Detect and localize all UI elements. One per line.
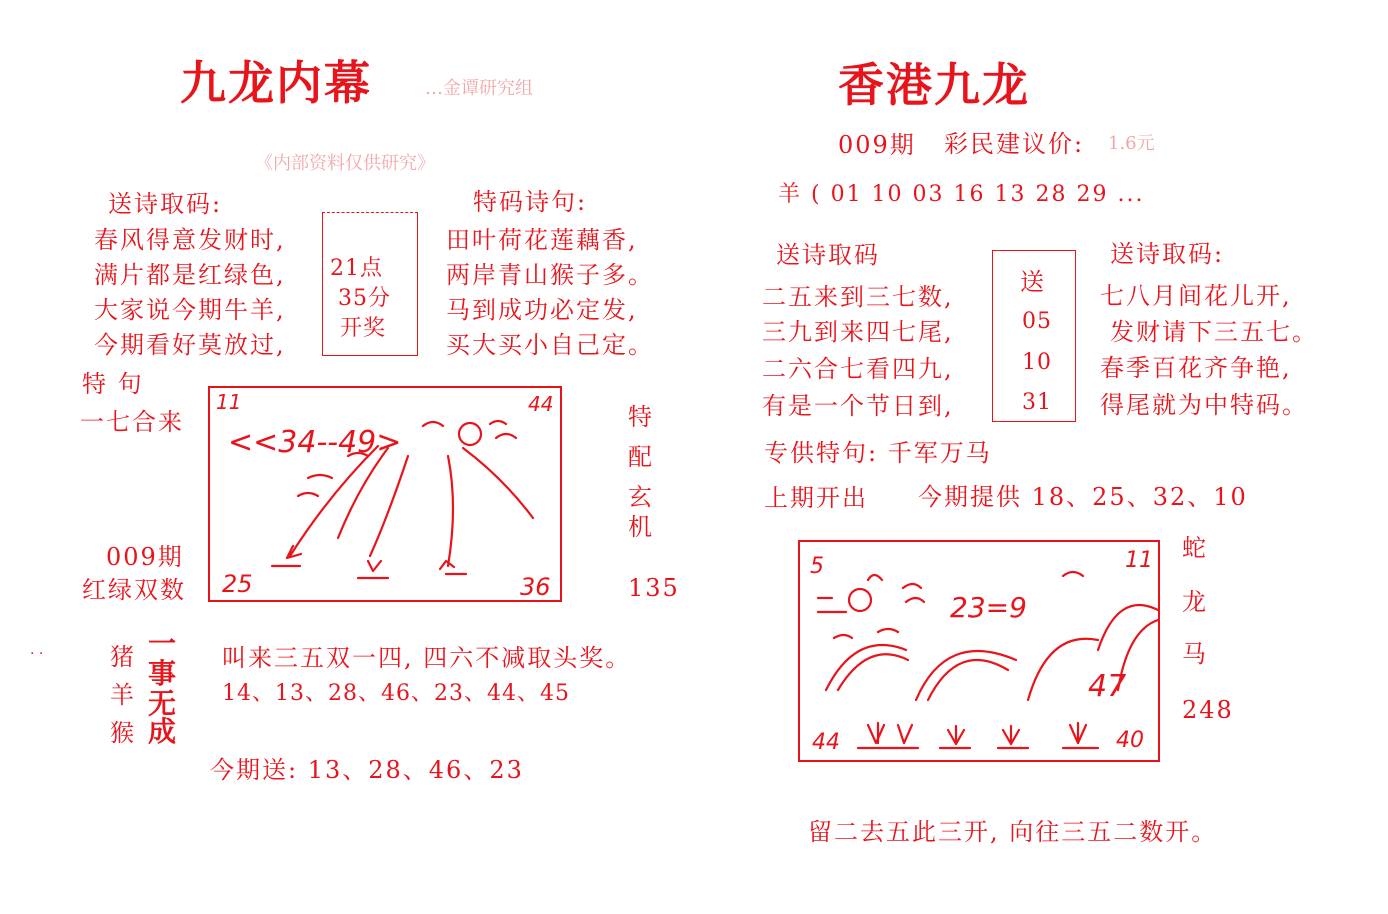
idiom-char: 事 [148,657,177,690]
zodiac-item: 猪 [110,643,136,671]
left-subtitle-faint: 《内部资料仅供研究》 [255,153,435,174]
left-period: 009期 [106,543,184,571]
right-poem-line: 有是一个节日到, [762,392,954,420]
pic-num-br: 40 [1116,728,1144,753]
special-phrase: 一七合来 [80,408,184,436]
draw-time-minute: 35分 [338,286,391,311]
pic-num-bl: 25 [222,570,253,598]
right-bottom-line: 留二去五此三开, 向往三五二数开。 [808,818,1218,846]
right-poem-line-right: 发财请下三五七。 [1110,318,1318,346]
left-poem-line-right: 田叶荷花莲藕香, [446,226,638,254]
special-label: 特 句 [82,370,144,398]
right-poem-line-right: 得尾就为中特码。 [1100,391,1308,419]
left-rain-sketch [208,386,562,602]
right-special-line: 专供特句: 千军万马 [764,439,992,467]
send-box-label: 送 [1020,268,1046,296]
pic-num-mid: <<34--49> [228,425,402,460]
right-poem-line: 二六合七看四九, [762,355,954,383]
send-box-num: 31 [1022,390,1052,415]
right-zodiac: 龙 [1182,588,1208,616]
sheep-line: 羊 ( 01 10 03 16 13 28 29 ... [778,182,1145,207]
left-poem-line-right: 买大买小自己定。 [446,331,654,359]
send-box-num: 10 [1022,350,1052,375]
right-col-char: 玄 [628,483,654,511]
right-period-line: 009期 [838,131,916,159]
left-poem-line-right: 马到成功必定发, [446,296,638,324]
left-hint: 叫来三五双一四, 四六不减取头奖。 [222,644,632,672]
right-poem-line-right: 春季百花齐争艳, [1100,354,1292,382]
pic-num-bl: 44 [812,730,840,755]
left-poem-line-right: 两岸青山猴子多。 [446,261,654,289]
pic-num-r: 47 [1088,669,1127,704]
price-faint: 1.6元 [1108,133,1155,154]
right-right-num: 248 [1182,696,1234,724]
provide-line: 今期提供 18、25、32、10 [918,483,1248,511]
draw-time-hour: 21点 [330,256,383,281]
right-zodiac: 马 [1182,640,1208,668]
pic-num-tl: 11 [216,390,242,414]
left-right-num: 135 [628,574,680,602]
zodiac-item: 羊 [110,681,136,709]
idiom-char: 成 [148,715,177,748]
left-numbers: 14、13、28、46、23、44、45 [222,681,570,706]
right-col-char: 机 [628,513,654,541]
idiom-char: 一 [148,627,177,660]
left-period-note: 红绿双数 [82,576,186,604]
right-field-sketch [798,540,1160,762]
right-poem-line-right: 七八月间花儿开, [1100,282,1292,310]
left-title: 九龙内幕 [180,56,372,110]
send-box-num: 05 [1022,309,1052,334]
draw-time-label: 开奖 [340,316,387,341]
left-poem-line: 满片都是红绿色, [94,261,286,289]
right-poem-line: 三九到来四七尾, [762,318,954,346]
left-title-faint: …金谭研究组 [425,78,533,99]
right-zodiac: 蛇 [1182,534,1208,562]
right-poem-head-right: 送诗取码: [1110,240,1225,268]
left-send: 今期送: 13、28、46、23 [210,756,524,784]
left-poem-head-left: 送诗取码: [108,190,223,218]
left-margin-dots: . . [30,642,44,658]
right-title: 香港九龙 [838,58,1030,112]
left-poem-line: 春风得意发财时, [94,226,286,254]
left-poem-line: 大家说今期牛羊, [94,296,286,324]
right-poem-head-left: 送诗取码 [776,241,880,269]
pic-num-mid: 23=9 [950,591,1027,624]
right-col-char: 配 [628,443,654,471]
pic-num-tr: 11 [1125,548,1153,573]
last-period: 上期开出 [764,484,868,512]
right-poem-line: 二五来到三七数, [762,283,954,311]
pic-num-tl: 5 [810,554,824,579]
pic-num-tr: 44 [528,392,554,416]
price-label: 彩民建议价: [944,130,1085,158]
pic-num-br: 36 [520,573,551,601]
right-col-char: 特 [628,403,654,431]
left-poem-line: 今期看好莫放过, [94,331,286,359]
idiom-char: 无 [148,687,177,720]
left-poem-head-right: 特码诗句: [473,188,588,216]
zodiac-item: 猴 [110,719,136,747]
